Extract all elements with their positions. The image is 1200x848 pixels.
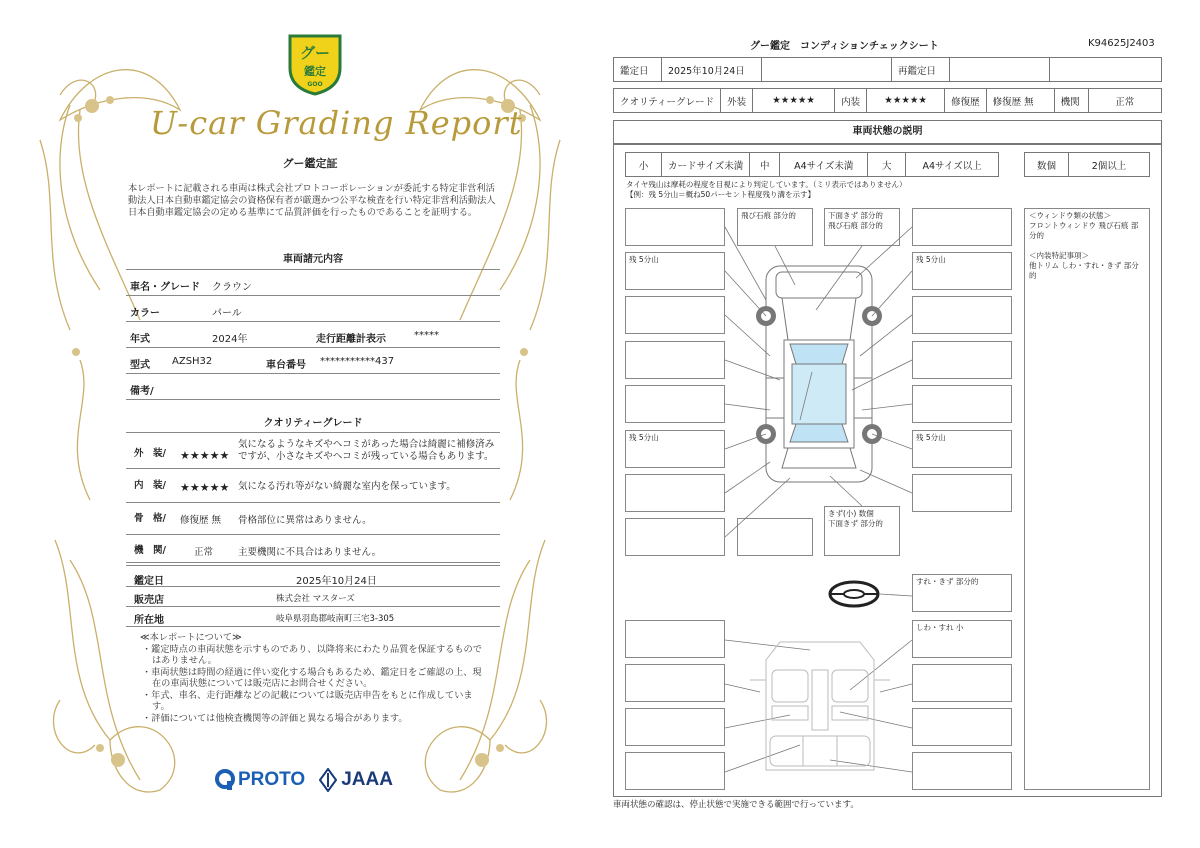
jaaa-logo bbox=[319, 768, 393, 792]
dealer-row bbox=[126, 587, 500, 607]
spec-chassis-value: ***********437 bbox=[320, 356, 395, 367]
steering-wheel-icon bbox=[826, 579, 882, 609]
spec-row-model bbox=[126, 348, 500, 374]
address-row bbox=[126, 607, 500, 627]
legend-large: 大 bbox=[868, 153, 906, 177]
spec-row-year bbox=[126, 322, 500, 348]
quality-interior-label: 内 装/ bbox=[134, 480, 166, 491]
spec-year-value: 2024年 bbox=[212, 334, 248, 345]
spec-mileage-label: 走行距離計表示 bbox=[316, 334, 386, 345]
spec-color-value: パール bbox=[212, 308, 242, 319]
dealer-label: 販売店 bbox=[134, 595, 164, 606]
quality-row-engine bbox=[126, 535, 500, 563]
repair-label: 修復歴 bbox=[945, 89, 987, 113]
quality-engine-desc: 主要機関に不具合はありません。 bbox=[238, 547, 382, 558]
special-notes-panel: ＜ウィンドウ類の状態＞ フロントウィンドウ 飛び石痕 部分的 ＜内装特記事項＞ 他トリム しわ・すれ・きず 部分的 bbox=[1024, 208, 1150, 790]
spec-model-label: 型式 bbox=[130, 360, 150, 371]
description-heading: 車両状態の説明 bbox=[613, 120, 1162, 144]
legend-count: 数個 bbox=[1025, 153, 1069, 177]
spec-mileage-value: ***** bbox=[414, 330, 439, 341]
badge-top-text: グー bbox=[299, 44, 331, 62]
footer-note: 車両状態の確認は、停止状態で実施できる範囲で行っています。 bbox=[613, 800, 859, 810]
specs-heading: 車両諸元内容 bbox=[283, 254, 343, 265]
repair-value: 修復歴 無 bbox=[986, 89, 1054, 113]
tire-fl-text: 残 5分山 bbox=[629, 255, 659, 264]
legend-small: 小 bbox=[626, 153, 662, 177]
quality-engine-label: 機 関/ bbox=[134, 545, 166, 556]
legend-mid-desc: A4サイズ未満 bbox=[780, 153, 868, 177]
condition-check-sheet bbox=[600, 0, 1200, 848]
quality-interior-desc: 気になる汚れ等がない綺麗な室内を保っています。 bbox=[238, 481, 456, 492]
dealer-value: 株式会社 マスターズ bbox=[276, 594, 355, 604]
ext-grade: ★★★★★ bbox=[753, 89, 835, 113]
interior-diagram bbox=[750, 640, 890, 782]
quality-frame-desc: 骨格部位に異常はありません。 bbox=[238, 515, 372, 526]
legend-small-desc: カードサイズ未満 bbox=[662, 153, 750, 177]
date-value: 2025年10月24日 bbox=[662, 58, 762, 82]
legend-count-desc: 2個以上 bbox=[1069, 153, 1150, 177]
engine-label: 機関 bbox=[1054, 89, 1088, 113]
notice-item: ・評価については他検査機関等の評価と異なる場合があります。 bbox=[142, 712, 408, 724]
tire-fr-text: 残 5分山 bbox=[916, 255, 946, 264]
appraisal-date-row bbox=[126, 565, 500, 587]
seat-note-text: しわ・すれ 小 bbox=[916, 623, 964, 632]
rear-note-text: きず(小) 数個 下面きず 部分的 bbox=[828, 509, 883, 528]
proto-mark-icon bbox=[215, 769, 235, 791]
engine-value: 正常 bbox=[1088, 89, 1161, 113]
date-label: 鑑定日 bbox=[614, 58, 662, 82]
address-label: 所在地 bbox=[134, 615, 164, 626]
quality-frame-label: 骨 格/ bbox=[134, 513, 166, 524]
report-notice bbox=[140, 632, 490, 724]
report-script-title: U-car Grading Report bbox=[150, 104, 523, 142]
tire-note-line: タイヤ残山は摩耗の程度を目視により判定しています。（ミリ表示ではありません） bbox=[626, 180, 907, 189]
logo-bar bbox=[215, 768, 393, 792]
spec-model-value: AZSH32 bbox=[172, 356, 213, 367]
front1-note-text: 飛び石痕 部分的 bbox=[741, 211, 796, 220]
sheet-title: グー鑑定 コンディションチェックシート bbox=[750, 41, 939, 52]
tire-rl-text: 残 5分山 bbox=[629, 433, 659, 442]
notice-title: ≪本レポートについて≫ bbox=[140, 632, 242, 643]
goo-appraisal-badge bbox=[284, 30, 346, 96]
notice-item: ・年式、車名、走行距離などの記載については販売店申告をもとに作成しています。 bbox=[142, 689, 473, 712]
tire-rr-text: 残 5分山 bbox=[916, 433, 946, 442]
quality-row-frame bbox=[126, 503, 500, 535]
quality-exterior-desc: 気になるようなキズやヘコミがあった場合は綺麗に補修済みですが、小さなキズやヘコミが残っている場合もあります。 bbox=[238, 439, 495, 462]
jaaa-logo-text: JAAA bbox=[341, 769, 393, 790]
ext-label: 外装 bbox=[721, 89, 753, 113]
proto-logo bbox=[215, 769, 305, 791]
legend-large-desc: A4サイズ以上 bbox=[906, 153, 999, 177]
certificate-heading: グー鑑定証 bbox=[282, 157, 338, 170]
legend-mid: 中 bbox=[750, 153, 780, 177]
address-value: 岐阜県羽島郡岐南町三宅3-305 bbox=[276, 614, 395, 624]
badge-bottom-text: 鑑定 bbox=[304, 65, 326, 78]
tire-note-line: 【例：残 5分山＝概ね50パーセント程度残り溝を示す】 bbox=[626, 190, 816, 199]
proto-logo-text: PROTO bbox=[238, 769, 306, 790]
quality-row-exterior bbox=[126, 433, 500, 469]
front2-note-text: 下面きず 部分的 飛び石痕 部分的 bbox=[828, 211, 883, 230]
spec-name-value: クラウン bbox=[212, 282, 252, 293]
quality-row-interior bbox=[126, 469, 500, 503]
badge-ribbon-text: GOO bbox=[307, 81, 323, 88]
jaaa-mark-icon bbox=[319, 768, 337, 792]
spec-row-remarks bbox=[126, 374, 500, 400]
appraisal-date-value: 2025年10月24日 bbox=[296, 576, 377, 587]
spec-remarks-label: 備考/ bbox=[130, 386, 154, 397]
spec-name-label: 車名・グレード bbox=[130, 282, 200, 293]
certificate-text: 本レポートに記載される車両は株式会社プロトコーポレーションが委託する特定非営利活動法人日本自動車鑑定協会の資格保有者が厳選かつ公平な検査を行い特定非営利活動法人日本自動車鑑定協会の定める基準にて品質評価を行ったものであることを証明する。 bbox=[128, 183, 496, 218]
int-label: 内装 bbox=[835, 89, 867, 113]
quality-frame-grade: 修復歴 無 bbox=[180, 515, 222, 526]
quality-interior-grade: ★★★★★ bbox=[180, 481, 230, 494]
spec-row-color bbox=[126, 296, 500, 322]
qg-label: クオリティーグレード bbox=[614, 89, 721, 113]
document-id: K94625J2403 bbox=[1088, 38, 1155, 49]
spec-row-name bbox=[126, 270, 500, 296]
notice-item: ・鑑定時点の車両状態を示すものであり、以降将来にわたり品質を保証するものではありません。 bbox=[142, 643, 482, 666]
quality-exterior-label: 外 装/ bbox=[134, 448, 166, 459]
spec-year-label: 年式 bbox=[130, 334, 150, 345]
spec-color-label: カラー bbox=[130, 308, 160, 319]
steering-note-text: すれ・きず 部分的 bbox=[916, 577, 979, 586]
spec-chassis-label: 車台番号 bbox=[266, 360, 306, 371]
notice-item: ・車両状態は時間の経過に伴い変化する場合もあるため、鑑定日をご確認の上、現在の車両状態については販売店にお問合せください。 bbox=[142, 666, 482, 689]
quality-exterior-grade: ★★★★★ bbox=[180, 449, 230, 462]
quality-heading: クオリティーグレード bbox=[263, 418, 363, 429]
quality-engine-grade: 正常 bbox=[194, 547, 214, 558]
int-grade: ★★★★★ bbox=[867, 89, 945, 113]
appraisal-date-label: 鑑定日 bbox=[134, 576, 164, 587]
reappraisal-label: 再鑑定日 bbox=[892, 58, 950, 82]
